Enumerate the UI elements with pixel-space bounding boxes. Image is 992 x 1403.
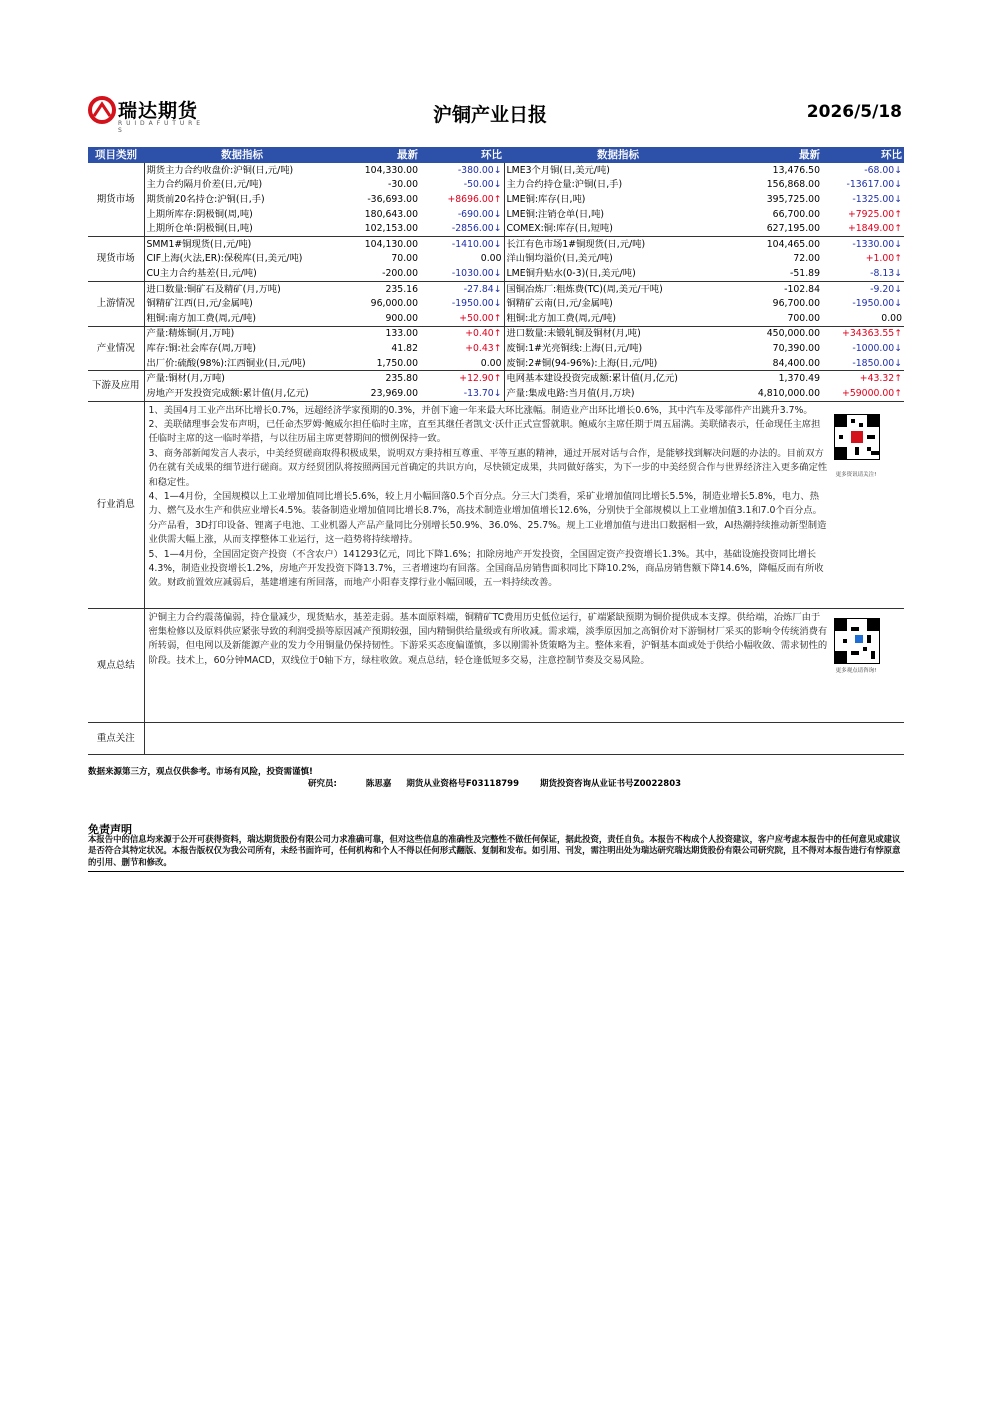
qr-code-icon bbox=[835, 619, 879, 663]
table-body bbox=[88, 163, 904, 401]
industry-news-text: 1、美国4月工业产出环比增长0.7%，远超经济学家预期的0.3%，并创下逾一年来最大环比涨幅。制造业产出环比增长0.6%，其中汽车及零部件产出跳升3.7%。 2、美联储理事会发布声明，已任命杰罗姆·鲍威尔担任临时主席，直至其继任者凯文·沃什正式宣誓就职。鲍威尔主席任期于周五届满。美联储表示，任命现任主席担任临时主席的这一临时举措，与以往历届主席更替期间的惯例保持一致。 3、商务部新闻发言人表示，中美经贸磋商取得积极成果，说明双方秉持相互尊重、平等互惠的精神，通过开展对话与合作，是能够找到解决问题的办法的。目前双方仍在就有关成果的细节进行磋商。双方经贸团队将按照两国元首确定的共识方向，尽快锁定成果，共同做好落实，为下一步的中美经贸合作与世界经济注入更多确定性和稳定性。 4、1—4月份，全国规模以上工业增加值同比增长5.6%，较上月小幅回落0.5个百分点。分三大门类看，采矿业增加值同比增长5.5%，制造业增长5.8%，电力、热力、燃气及水生产和供应业增长4.5%。装备制造业增加值同比增长8.7%，高技术制造业增加值增长12.6%，分别快于全部规模以上工业增加值3.1和7.0个百分点。分产品看，3D打印设备、锂离子电池、工业机器人产品产量同比分别增长50.9%、36.0%、25.7%。规上工业增加值与进出口数据相一致，AI热潮持续推动新型制造业供需大幅上涨，从而支撑整体工业运行，这一趋势将持续增持。 5、1—4月份，全国固定资产投资（不含农户）141293亿元，同比下降1.6%；扣除房地产开发投资，全国固定资产投资增长1.3%。其中，基础设施投资同比增长4.3%，制造业投资增长1.2%，房地产开发投资下降13.7%，三者增速均有回落。全国商品房销售面积同比下降10.2%，商品房销售额下降14.6%，降幅反而有所收敛。财政前置效应减弱后，基建增速有所回落，而地产小阳春支撑行业小幅回暖，五一料持续改善。 bbox=[148, 404, 828, 589]
left-change: -380.00↓ bbox=[420, 163, 504, 178]
analyst-consult-license: 期货投资咨询从业证书号Z0022803 bbox=[539, 779, 682, 789]
left-latest-value: 104,330.00 bbox=[364, 164, 418, 176]
left-latest-value: 70.00 bbox=[391, 253, 418, 265]
right-change: +34363.55↑ bbox=[842, 328, 902, 340]
left-indicator: 上期所仓单:阴极铜(日,吨) bbox=[144, 221, 340, 236]
right-change: -1000.00↓ bbox=[852, 342, 902, 354]
viewpoint-text: 沪铜主力合约震荡偏弱，持仓量减少，现货贴水，基差走弱。基本面原料端，铜精矿TC费用历史低位运行，矿端紧缺预期为铜价提供成本支撑。供给端，冶炼厂由于密集检修以及原料供应紧张导致的利润受损等原因减产预期较强，国内精铜供给量级或有所收减。需求端，淡季原因加之高铜价对下游铜材厂采买的影响令传统消费有所转弱，但电网以及新能源产业的发力令用铜量仍保持韧性。下游采买态度偏谨慎，多以刚需补货策略为主。整体来看，沪铜基本面或处于供给小幅收敛、需求韧性的阶段。技术上，60分钟MACD，双线位于0轴下方，绿柱收敛。观点总结，轻仓逢低短多交易，注意控制节奏及交易风险。 bbox=[148, 611, 828, 666]
section-category: 产业情况 bbox=[88, 326, 144, 371]
table-row bbox=[88, 341, 904, 356]
left-latest-value: 1,750.00 bbox=[340, 356, 420, 371]
right-change: +1.00↑ bbox=[865, 253, 902, 265]
focus-category: 重点关注 bbox=[88, 722, 144, 754]
left-latest-value: -30.00 bbox=[388, 179, 418, 191]
right-latest-value: 70,390.00 bbox=[772, 342, 820, 354]
right-indicator: 主力合约持仓量:沪铜(日,手) bbox=[506, 179, 623, 191]
ruida-logo-icon bbox=[88, 96, 116, 124]
right-latest-value: 104,465.00 bbox=[766, 238, 820, 250]
right-indicator: COMEX:铜:库存(日,短吨) bbox=[504, 221, 732, 236]
right-change: +1849.00↑ bbox=[822, 221, 904, 236]
table-row bbox=[88, 192, 904, 207]
right-change: -1950.00↓ bbox=[852, 298, 902, 310]
left-change: +50.00↑ bbox=[420, 311, 504, 326]
report-date: 2026/5/18 bbox=[806, 102, 902, 122]
left-change: -50.00↓ bbox=[420, 178, 504, 193]
table-row bbox=[88, 281, 904, 296]
right-latest-value: 72.00 bbox=[793, 253, 820, 265]
right-indicator: 铜精矿云南(日,元/金属吨) bbox=[506, 298, 613, 310]
right-change: -13617.00↓ bbox=[846, 179, 902, 191]
disclaimer-text: 本报告中的信息均来源于公开可获得资料，瑞达期货股份有限公司力求准确可靠，但对这些信息的准确性及完整性不做任何保证，据此投资，责任自负。本报告不构成个人投资建议，客户应考虑本报告中的任何意见或建议是否符合其特定状况。本报告版权仅为我公司所有，未经书面许可，任何机构和个人不得以任何形式翻版、复制和发布。如引用、刊发，需注明出处为瑞达研究瑞达期货股份有限公司研究院，且不得对本报告进行有悖原意的引用、删节和修改。 bbox=[88, 834, 901, 867]
left-change: -1410.00↓ bbox=[420, 236, 504, 251]
left-change: +0.43↑ bbox=[420, 341, 504, 356]
right-indicator: 废铜:2#铜(94-96%):上海(日,元/吨) bbox=[504, 356, 732, 371]
right-change: +59000.00↑ bbox=[822, 386, 904, 401]
analyst-license: 期货从业资格号F03118799 bbox=[406, 779, 519, 789]
left-indicator: 产量:精炼铜(月,万吨) bbox=[146, 328, 235, 340]
header-category: 项目类别 bbox=[88, 147, 144, 163]
right-indicator: 进口数量:未锻轧铜及铜材(月,吨) bbox=[506, 328, 641, 340]
table-row bbox=[88, 386, 904, 401]
section-category: 下游及应用 bbox=[88, 371, 144, 401]
left-indicator: 进口数量:铜矿石及精矿(月,万吨) bbox=[146, 283, 281, 295]
right-indicator: 长江有色市场1#铜现货(日,元/吨) bbox=[506, 238, 646, 250]
left-change: -27.84↓ bbox=[420, 281, 504, 296]
right-indicator: 粗铜:北方加工费(周,元/吨) bbox=[504, 311, 732, 326]
left-change: 0.00 bbox=[420, 356, 504, 371]
right-change: -8.13↓ bbox=[822, 266, 904, 281]
right-change: +7925.00↑ bbox=[847, 208, 902, 220]
right-change: -9.20↓ bbox=[870, 283, 902, 295]
table-row bbox=[88, 326, 904, 341]
right-latest-value: 96,700.00 bbox=[772, 298, 820, 310]
right-latest-value: 700.00 bbox=[732, 311, 822, 326]
table-row bbox=[88, 252, 904, 267]
news-category: 行业消息 bbox=[88, 401, 144, 608]
right-latest-value: 66,700.00 bbox=[772, 208, 820, 220]
left-latest-value: 23,969.00 bbox=[340, 386, 420, 401]
left-change: -2856.00↓ bbox=[420, 221, 504, 236]
viewpoint-category: 观点总结 bbox=[88, 608, 144, 722]
industry-news-row bbox=[88, 401, 904, 608]
header-indicator-left: 数据指标 bbox=[144, 147, 340, 163]
right-latest-value: 84,400.00 bbox=[732, 356, 822, 371]
left-indicator: 期货主力合约收盘价:沪铜(日,元/吨) bbox=[146, 164, 294, 176]
table-row bbox=[88, 236, 904, 251]
qr-code-icon bbox=[835, 415, 879, 459]
right-change: 0.00 bbox=[822, 311, 904, 326]
left-change: -1950.00↓ bbox=[420, 296, 504, 311]
header-latest-right: 最新 bbox=[732, 147, 822, 163]
left-latest-value: 104,130.00 bbox=[364, 238, 418, 250]
right-latest-value: 627,195.00 bbox=[732, 221, 822, 236]
left-latest-value: 235.80 bbox=[385, 373, 418, 385]
qr-code-news bbox=[834, 414, 880, 460]
right-change: +43.32↑ bbox=[859, 373, 902, 385]
right-indicator: 废铜:1#光亮铜线:上海(日,元/吨) bbox=[506, 342, 643, 354]
table-row bbox=[88, 266, 904, 281]
qr-label-news: 更多资讯请关注! bbox=[835, 472, 877, 478]
right-latest-value: 13,476.50 bbox=[772, 164, 820, 176]
right-change: -1850.00↓ bbox=[822, 356, 904, 371]
right-indicator: 产量:集成电路:当月值(月,万块) bbox=[504, 386, 732, 401]
left-latest-value: 96,000.00 bbox=[370, 298, 418, 310]
left-latest-value: 180,643.00 bbox=[364, 208, 418, 220]
right-latest-value: 1,370.49 bbox=[778, 373, 820, 385]
header-indicator-right: 数据指标 bbox=[504, 147, 732, 163]
focus-row bbox=[88, 722, 904, 754]
left-latest-value: 41.82 bbox=[391, 342, 418, 354]
left-latest-value: -200.00 bbox=[340, 266, 420, 281]
disclaimer-title: 免责声明 bbox=[88, 823, 132, 836]
header-change-right: 环比 bbox=[822, 147, 904, 163]
left-indicator: 产量:铜材(月,万吨) bbox=[146, 373, 225, 385]
analyst-label: 研究员: bbox=[308, 779, 337, 789]
data-table bbox=[88, 147, 904, 755]
company-subtitle: R U I D A F U T U R E S bbox=[118, 120, 201, 134]
right-latest-value: 4,810,000.00 bbox=[732, 386, 822, 401]
company-logo bbox=[88, 96, 208, 134]
left-indicator: 房地产开发投资完成额:累计值(月,亿元) bbox=[144, 386, 340, 401]
viewpoint-row bbox=[88, 608, 904, 722]
table-row bbox=[88, 207, 904, 222]
qr-code-viewpoint bbox=[834, 618, 880, 664]
left-indicator: CIF上海(火法,ER):保税库(日,美元/吨) bbox=[146, 253, 303, 265]
right-change: -1330.00↓ bbox=[852, 238, 902, 250]
left-indicator: 铜精矿江西(日,元/金属吨) bbox=[146, 298, 253, 310]
right-latest-value: 156,868.00 bbox=[766, 179, 820, 191]
right-indicator: 洋山铜均溢价(日,美元/吨) bbox=[506, 253, 613, 265]
left-change: +0.40↑ bbox=[420, 326, 504, 341]
left-change: -1030.00↓ bbox=[420, 266, 504, 281]
right-latest-value: 450,000.00 bbox=[766, 328, 820, 340]
left-indicator: 主力合约隔月价差(日,元/吨) bbox=[146, 179, 263, 191]
left-indicator: 粗铜:南方加工费(周,元/吨) bbox=[144, 311, 340, 326]
header-latest-left: 最新 bbox=[340, 147, 420, 163]
right-change: -68.00↓ bbox=[864, 164, 902, 176]
left-indicator: 库存:铜:社会库存(周,万吨) bbox=[146, 342, 256, 354]
left-change: +8696.00↑ bbox=[420, 192, 504, 207]
left-indicator: SMM1#铜现货(日,元/吨) bbox=[146, 238, 252, 250]
table-row bbox=[88, 356, 904, 371]
table-row bbox=[88, 296, 904, 311]
company-name: 瑞达期货 bbox=[118, 100, 199, 122]
right-indicator: LME铜升贴水(0-3)(日,美元/吨) bbox=[504, 266, 732, 281]
source-note: 数据来源第三方，观点仅供参考。市场有风险，投资需谨慎! bbox=[88, 767, 313, 777]
right-change: -1325.00↓ bbox=[852, 193, 902, 205]
left-change: -13.70↓ bbox=[420, 386, 504, 401]
table-row bbox=[88, 178, 904, 193]
table-header-row bbox=[88, 147, 904, 163]
table-row bbox=[88, 163, 904, 178]
left-indicator: CU主力合约基差(日,元/吨) bbox=[144, 266, 340, 281]
section-category: 上游情况 bbox=[88, 281, 144, 326]
right-latest-value: -51.89 bbox=[732, 266, 822, 281]
right-indicator: LME3个月铜(日,美元/吨) bbox=[506, 164, 610, 176]
right-indicator: 国铜冶炼厂:粗炼费(TC)(周,美元/干吨) bbox=[506, 283, 663, 295]
right-indicator: LME铜:库存(日,吨) bbox=[506, 193, 586, 205]
left-indicator: 上期所库存:阴极铜(周,吨) bbox=[146, 208, 253, 220]
left-indicator: 期货前20名持仓:沪铜(日,手) bbox=[146, 193, 265, 205]
right-indicator: 电网基本建设投资完成额:累计值(月,亿元) bbox=[506, 373, 678, 385]
analyst-info bbox=[308, 777, 681, 789]
qr-label-viewpoint: 更多观点请咨询! bbox=[835, 668, 877, 674]
section-category: 期货市场 bbox=[88, 163, 144, 236]
analyst-name: 陈思嘉 bbox=[365, 779, 392, 789]
disclaimer-divider bbox=[88, 871, 904, 872]
left-latest-value: -36,693.00 bbox=[367, 193, 418, 205]
focus-text bbox=[144, 722, 904, 754]
left-change: +12.90↑ bbox=[420, 371, 504, 386]
left-latest-value: 900.00 bbox=[340, 311, 420, 326]
left-change: 0.00 bbox=[420, 252, 504, 267]
right-latest-value: 395,725.00 bbox=[766, 193, 820, 205]
right-indicator: LME铜:注销仓单(日,吨) bbox=[506, 208, 604, 220]
header-change-left: 环比 bbox=[420, 147, 504, 163]
left-change: -690.00↓ bbox=[420, 207, 504, 222]
section-category: 现货市场 bbox=[88, 236, 144, 281]
table-row bbox=[88, 371, 904, 386]
right-latest-value: -102.84 bbox=[784, 283, 820, 295]
report-title: 沪铜产业日报 bbox=[432, 104, 547, 126]
left-latest-value: 133.00 bbox=[385, 328, 418, 340]
left-latest-value: 235.16 bbox=[385, 283, 418, 295]
left-indicator: 出厂价:硫酸(98%):江西铜业(日,元/吨) bbox=[144, 356, 340, 371]
table-row bbox=[88, 311, 904, 326]
table-row bbox=[88, 221, 904, 236]
left-latest-value: 102,153.00 bbox=[340, 221, 420, 236]
